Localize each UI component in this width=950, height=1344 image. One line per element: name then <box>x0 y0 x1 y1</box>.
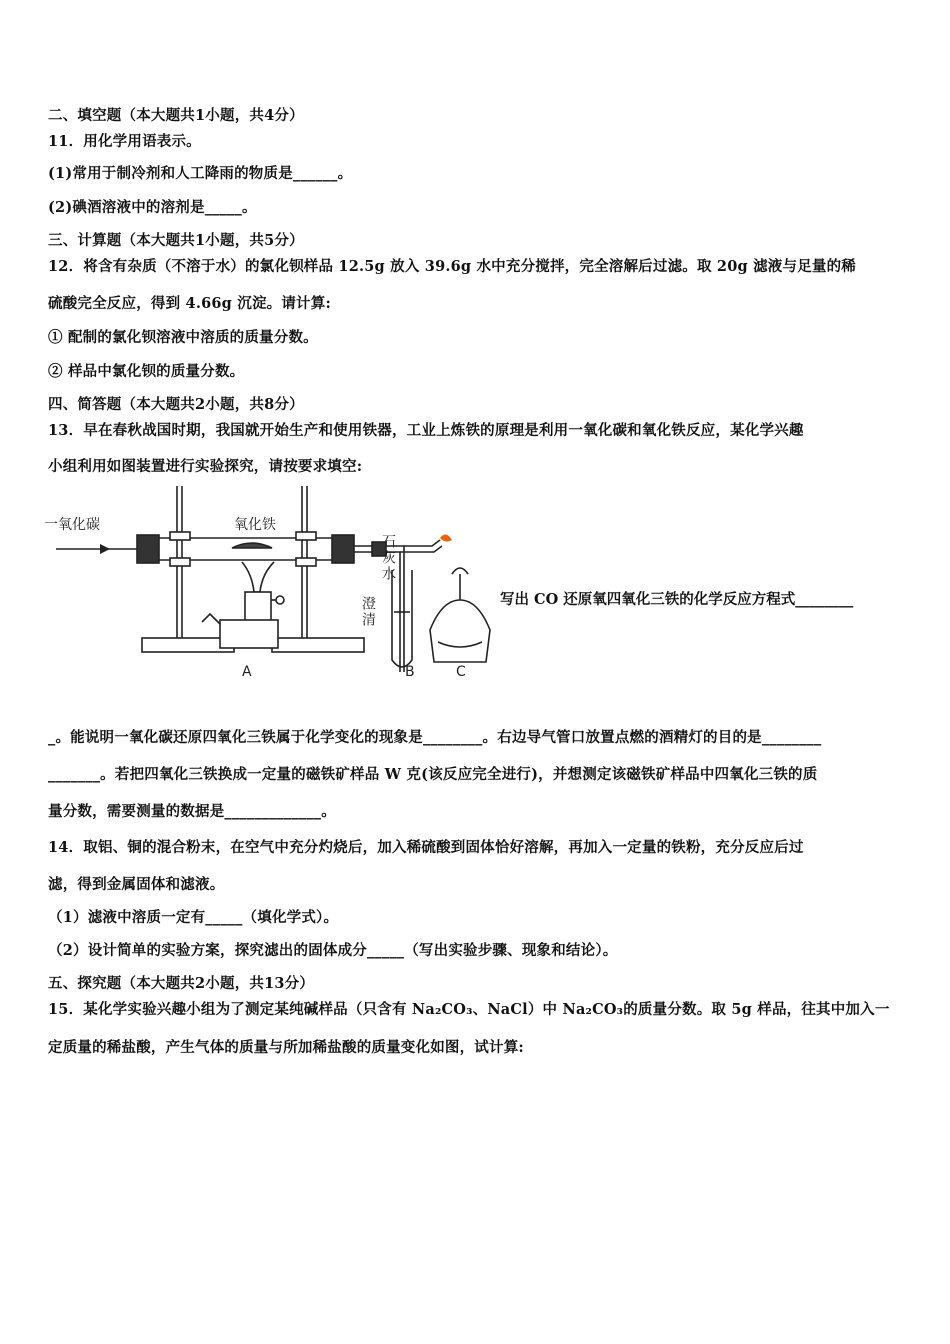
question-13-line-3: _。能说明一氧化碳还原四氧化三铁属于化学变化的现象是________。右边导气管口放置点燃的酒精灯的目的是________ <box>48 729 822 746</box>
question-13-equation-prompt: 写出 CO 还原氧四氧化三铁的化学反应方程式________ <box>500 591 854 608</box>
stopper-right <box>332 535 354 563</box>
clear-label: 澄清 <box>360 596 376 628</box>
iron-oxide-powder <box>232 543 272 548</box>
question-14-part-2: （2）设计简单的实验方案，探究滤出的固体成分_____（写出实验步骤、现象和结论）。 <box>48 942 618 959</box>
question-12-part-b: ② 样品中氯化钡的质量分数。 <box>48 363 245 380</box>
reaction-tube <box>140 538 350 560</box>
question-15-line-1: 15．某化学实验兴趣小组为了测定某纯碱样品（只含有 Na₂CO₃、NaCl）中 Na₂CO₃的质量分数。取 5g 样品，往其中加入一 <box>48 1001 890 1018</box>
label-b: B <box>405 664 415 680</box>
flame-icon <box>440 534 452 541</box>
experiment-apparatus-figure <box>42 482 492 687</box>
question-14-part-1: （1）滤液中溶质一定有_____（填化学式）。 <box>48 909 339 926</box>
question-11-part-1: (1)常用于制冷剂和人工降雨的物质是______。 <box>48 165 353 182</box>
carbon-monoxide-label: 一氧化碳 <box>44 517 100 533</box>
gas-inlet-arrow-icon <box>100 544 110 554</box>
question-14-line-1: 14．取铝、铜的混合粉末，在空气中充分灼烧后，加入稀硫酸到固体恰好溶解，再加入一定量的铁粉，充分反应后过 <box>48 839 804 856</box>
iron-oxide-label: 氧化铁 <box>234 517 276 533</box>
burner-flame-head <box>242 562 274 592</box>
question-13-line-5: 量分数，需要测量的数据是_____________。 <box>48 803 336 820</box>
label-a: A <box>242 664 252 680</box>
limewater-label: 石灰水 <box>380 534 396 582</box>
section-3-heading: 三、计算题（本大题共1小题，共5分） <box>48 232 304 249</box>
stopper-left <box>137 535 159 563</box>
burner-body <box>245 592 271 622</box>
test-tube-b <box>392 570 412 667</box>
alcohol-lamp-c <box>430 600 490 662</box>
section-4-heading: 四、简答题（本大题共2小题，共8分） <box>48 396 304 413</box>
stand-base-right <box>272 638 364 652</box>
question-11-part-2: (2)碘酒溶液中的溶剂是_____。 <box>48 199 257 216</box>
question-11: 11．用化学用语表示。 <box>48 133 201 150</box>
section-5-heading: 五、探究题（本大题共2小题，共13分） <box>48 975 315 992</box>
question-15-line-2: 定质量的稀盐酸，产生气体的质量与所加稀盐酸的质量变化如图，试计算: <box>48 1039 524 1056</box>
question-12-line-2: 硫酸完全反应，得到 4.66g 沉淀。请计算: <box>48 295 332 312</box>
question-13-line-1: 13．早在春秋战国时期，我国就开始生产和使用铁器，工业上炼铁的原理是利用一氧化碳和氧化铁反应，某化学兴趣 <box>48 422 804 439</box>
section-2-heading: 二、填空题（本大题共1小题，共4分） <box>48 107 304 124</box>
question-12-part-a: ① 配制的氯化钡溶液中溶质的质量分数。 <box>48 329 318 346</box>
question-14-line-2: 滤，得到金属固体和滤液。 <box>48 876 225 893</box>
question-13-line-2: 小组利用如图装置进行实验探究，请按要求填空: <box>48 458 363 475</box>
label-c: C <box>456 664 466 680</box>
question-12-line-1: 12．将含有杂质（不溶于水）的氯化钡样品 12.5g 放入 39.6g 水中充分搅拌，完全溶解后过滤。取 20g 滤液与足量的稀 <box>48 258 856 275</box>
question-13-line-4: _______。若把四氧化三铁换成一定量的磁铁矿样品 W 克(该反应完全进行)，并想测定该磁铁矿样品中四氧化三铁的质 <box>48 766 818 783</box>
apparatus-drawing <box>42 482 492 687</box>
